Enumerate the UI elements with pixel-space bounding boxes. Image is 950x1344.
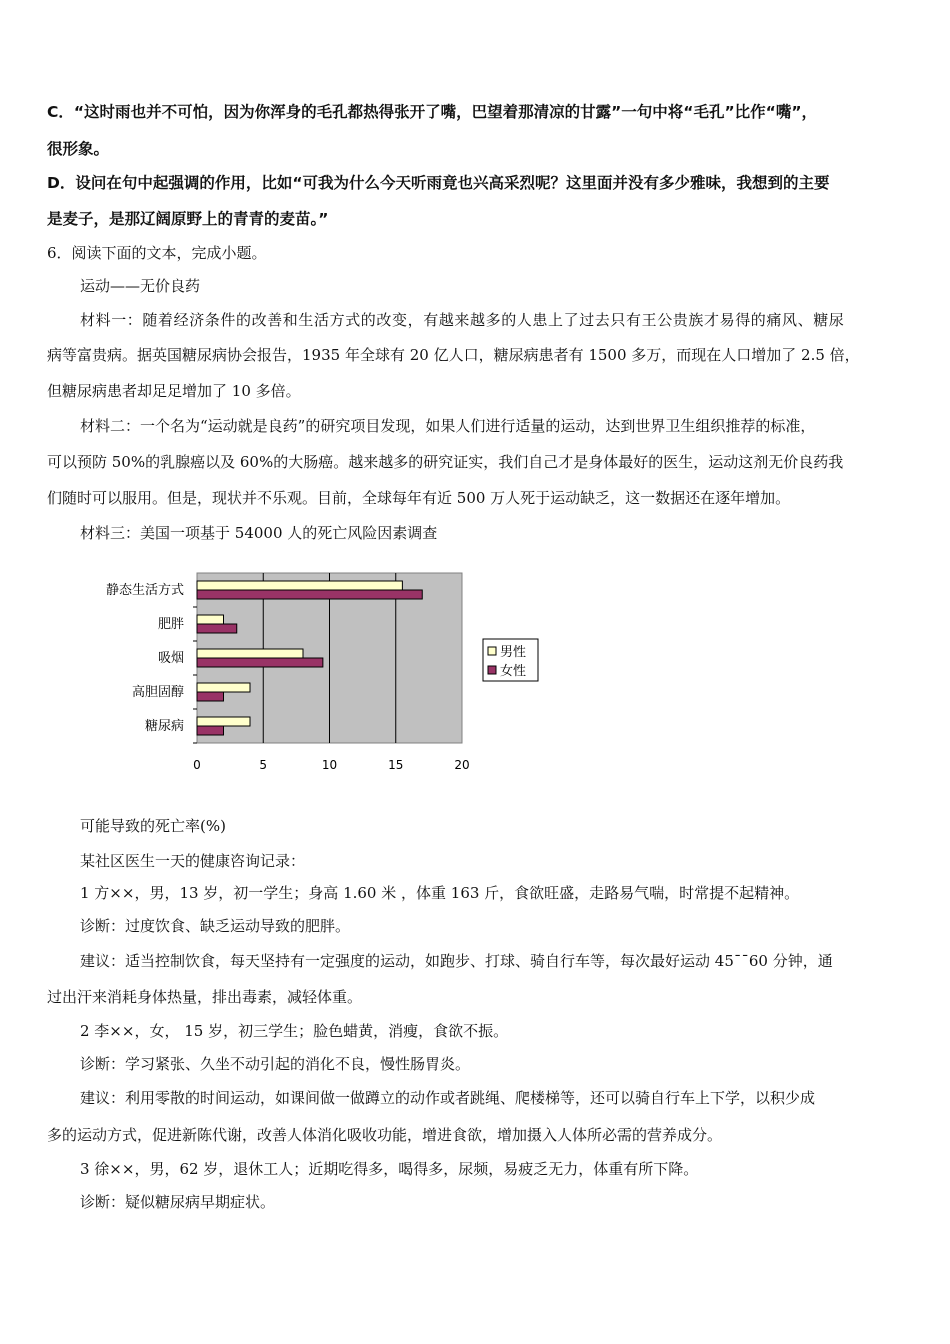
category-label-2: 肥胖	[157, 617, 184, 632]
material-1-line-3: 但糖尿病患者却足足增加了 10 多倍。	[47, 382, 301, 400]
record-1-diagnosis: 诊断：过度饮食、缺乏运动导致的肥胖。	[80, 917, 351, 935]
legend-label-male: 男性	[500, 645, 527, 660]
legend-label-female: 女性	[500, 664, 527, 679]
bar-male-1	[197, 581, 402, 590]
bar-male-5	[197, 717, 250, 726]
option-d-line-2: 是麦子，是那辽阔原野上的青青的麦苗。”	[47, 210, 329, 228]
record-1: 1 方××，男，13 岁，初一学生；身高 1.60 米 ，体重 163 斤，食欲旺盛，走路易气喘，时常提不起精神。	[80, 884, 800, 902]
record-2-diagnosis: 诊断：学习紧张、久坐不动引起的消化不良，慢性肠胃炎。	[80, 1055, 471, 1073]
category-label-4: 高胆固醇	[131, 685, 184, 700]
bar-female-2	[197, 624, 237, 633]
death-rate-bar-chart	[90, 562, 560, 784]
record-2-advice-line-2: 多的运动方式，促进新陈代谢，改善人体消化吸收功能，增进食欲，增加摄入人体所必需的营养成分。	[47, 1126, 723, 1144]
bar-female-1	[197, 590, 422, 599]
x-tick-label-15: 15	[388, 758, 404, 772]
question-prompt: 6．阅读下面的文本，完成小题。	[47, 244, 267, 262]
option-d-line-1: D．设问在句中起强调的作用，比如“可我为什么今天听雨竟也兴高采烈呢？这里面并没有多少雅味，我想到的主要	[47, 174, 830, 192]
record-1-advice-line-2: 过出汗来消耗身体热量，排出毒素，减轻体重。	[47, 988, 363, 1006]
category-label-3: 吸烟	[157, 651, 184, 666]
material-2-line-3: 们随时可以服用。但是，现状并不乐观。目前，全球每年有近 500 万人死于运动缺乏，这一数据还在逐年增加。	[47, 489, 791, 507]
material-1-line-2: 病等富贵病。据英国糖尿病协会报告，1935 年全球有 20 亿人口，糖尿病患者有 1500 多万，而现在人口增加了 2.5 倍，	[47, 346, 860, 364]
article-title: 运动——无价良药	[80, 277, 201, 295]
legend-swatch-female	[488, 666, 496, 674]
x-tick-label-10: 10	[321, 758, 338, 772]
material-2-line-1: 材料二：一个名为“运动就是良药”的研究项目发现，如果人们进行适量的运动，达到世界卫生组织推荐的标准，	[80, 417, 816, 435]
option-c-line-2: 很形象。	[47, 140, 110, 158]
category-label-5: 糖尿病	[144, 719, 184, 734]
legend-swatch-male	[488, 647, 496, 655]
bar-female-3	[197, 658, 323, 667]
category-label-1: 静态生活方式	[105, 583, 184, 598]
option-c-line-1: C．“这时雨也并不可怕，因为你浑身的毛孔都热得张开了嘴，巴望着那清凉的甘露”一句中将“毛孔”比作“嘴”，	[47, 103, 818, 121]
record-2: 2 李××，女， 15 岁，初三学生；脸色蜡黄，消瘦，食欲不振。	[80, 1022, 509, 1040]
record-2-advice-line-1: 建议：利用零散的时间运动，如课间做一做蹲立的动作或者跳绳、爬楼梯等，还可以骑自行车上下学，以积少成	[80, 1089, 816, 1107]
records-intro: 某社区医生一天的健康咨询记录：	[80, 852, 306, 870]
record-1-advice-line-1: 建议：适当控制饮食，每天坚持有一定强度的运动，如跑步、打球、骑自行车等，每次最好运动 45¯¯60 分钟，通	[80, 952, 833, 970]
x-tick-label-5: 5	[259, 758, 268, 772]
x-tick-label-20: 20	[454, 758, 470, 772]
record-3: 3 徐××，男，62 岁，退休工人；近期吃得多，喝得多，尿频，易疲乏无力，体重有所下降。	[80, 1160, 699, 1178]
x-tick-label-0: 0	[193, 758, 201, 772]
bar-male-4	[197, 683, 250, 692]
material-3-line-1: 材料三：美国一项基于 54000 人的死亡风险因素调查	[80, 524, 438, 542]
bar-female-4	[197, 692, 224, 701]
bar-female-5	[197, 726, 224, 735]
record-3-diagnosis: 诊断：疑似糖尿病早期症状。	[80, 1193, 276, 1211]
chart-caption: 可能导致的死亡率(%)	[80, 817, 226, 835]
bar-male-2	[197, 615, 224, 624]
material-2-line-2: 可以预防 50%的乳腺癌以及 60%的大肠癌。越来越多的研究证实，我们自己才是身体最好的医生，运动这剂无价良药我	[47, 453, 844, 471]
material-1-line-1: 材料一：随着经济条件的改善和生活方式的改变，有越来越多的人患上了过去只有王公贵族才易得的痛风、糖尿	[80, 311, 845, 329]
bar-male-3	[197, 649, 303, 658]
